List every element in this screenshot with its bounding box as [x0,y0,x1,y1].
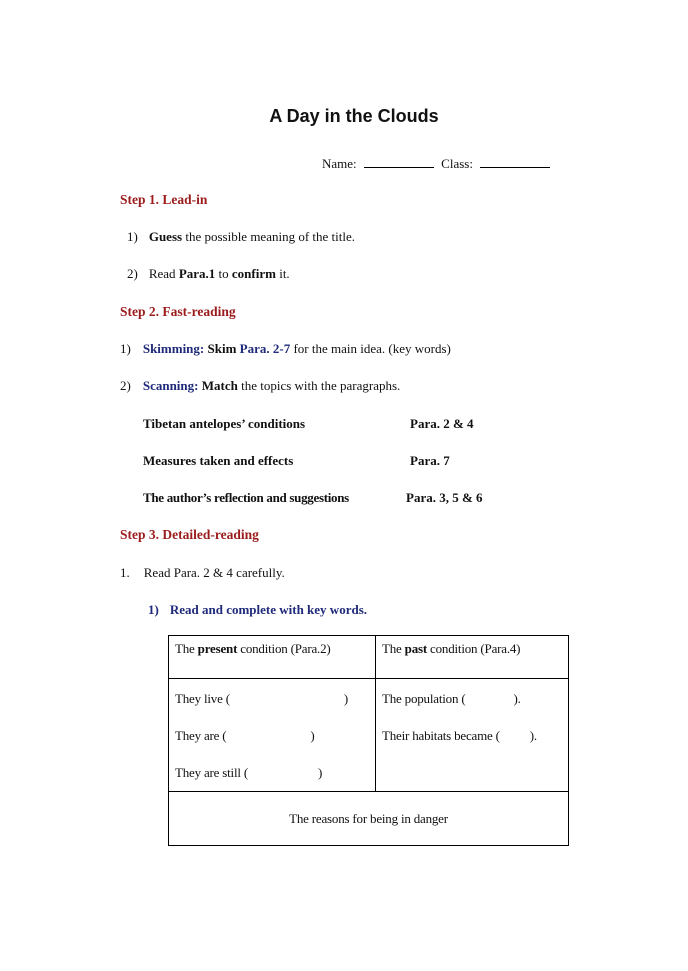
para-reference: Para. 2-7 [239,341,291,356]
past-condition-header [376,636,569,679]
fill-blank-row[interactable]: Their habitats became ( ). [382,728,537,743]
item-text: the possible meaning of the title. [182,229,356,244]
item-number: 1. [120,565,130,580]
item-text: for the main idea. (key words) [290,341,451,356]
item-keyword: Para.1 [178,266,216,281]
step1-heading: Step 1. Lead-in [120,192,208,207]
item-number: 1) [120,341,131,356]
step3-heading: Step 3. Detailed-reading [120,527,259,542]
present-condition-cell [169,679,376,792]
header-text: The [175,641,198,656]
step2-item1 [120,341,451,357]
item-number: 2) [127,266,138,281]
item-text: Read [148,266,179,281]
present-condition-header [169,636,376,679]
item-keyword: Match [198,378,238,393]
fill-blank-row[interactable]: They live ( ) [175,691,348,706]
skimming-label: Skimming: [142,341,205,356]
item-number: 2) [120,378,131,393]
topic-item: Measures taken and effects [143,453,294,468]
header-text: condition (Para.4) [427,641,521,656]
fill-blank-row[interactable]: They are ( ) [175,728,315,743]
item-keyword: Guess [148,229,183,244]
item-number: 1) [127,229,138,244]
table-header-row [169,636,569,679]
table-row [169,679,569,792]
item-text: it. [275,266,290,281]
reasons-cell[interactable]: The reasons for being in danger [169,792,569,846]
step2-heading: Step 2. Fast-reading [120,304,236,319]
page-title: A Day in the Clouds [269,106,439,126]
step2-item2 [120,378,400,394]
fill-blank-row[interactable]: The population ( ). [382,691,521,706]
item-text: Read Para. 2 & 4 carefully. [143,565,285,580]
step3-subitem1 [148,602,367,618]
item-keyword: confirm [231,266,276,281]
topic-paragraph: Para. 2 & 4 [410,416,474,431]
class-field[interactable] [480,155,550,168]
name-label: Name: [322,156,357,171]
step1-item1 [127,229,355,245]
completion-table [168,635,569,846]
topic-paragraph: Para. 7 [410,453,450,468]
topic-item: Tibetan antelopes’ conditions [143,416,306,431]
item-text: the topics with the paragraphs. [237,378,401,393]
item-keyword: Skim [204,341,240,356]
topic-item: The author’s reflection and suggestions [143,490,349,505]
name-field[interactable] [364,155,434,168]
header-keyword: past [404,641,427,656]
table-row [169,792,569,846]
header-text: condition (Para.2) [237,641,331,656]
item-text: Read and complete with key words. [169,602,368,617]
header-keyword: present [197,641,238,656]
step1-item2 [127,266,290,282]
past-condition-cell [376,679,569,792]
header-text: The [382,641,405,656]
step3-item1 [120,565,285,581]
name-class-line [322,155,554,172]
item-text: to [215,266,232,281]
class-label: Class: [441,156,473,171]
scanning-label: Scanning: [142,378,199,393]
item-number: 1) [148,602,159,617]
topic-paragraph: Para. 3, 5 & 6 [406,490,483,505]
fill-blank-row[interactable]: They are still ( ) [175,765,323,780]
